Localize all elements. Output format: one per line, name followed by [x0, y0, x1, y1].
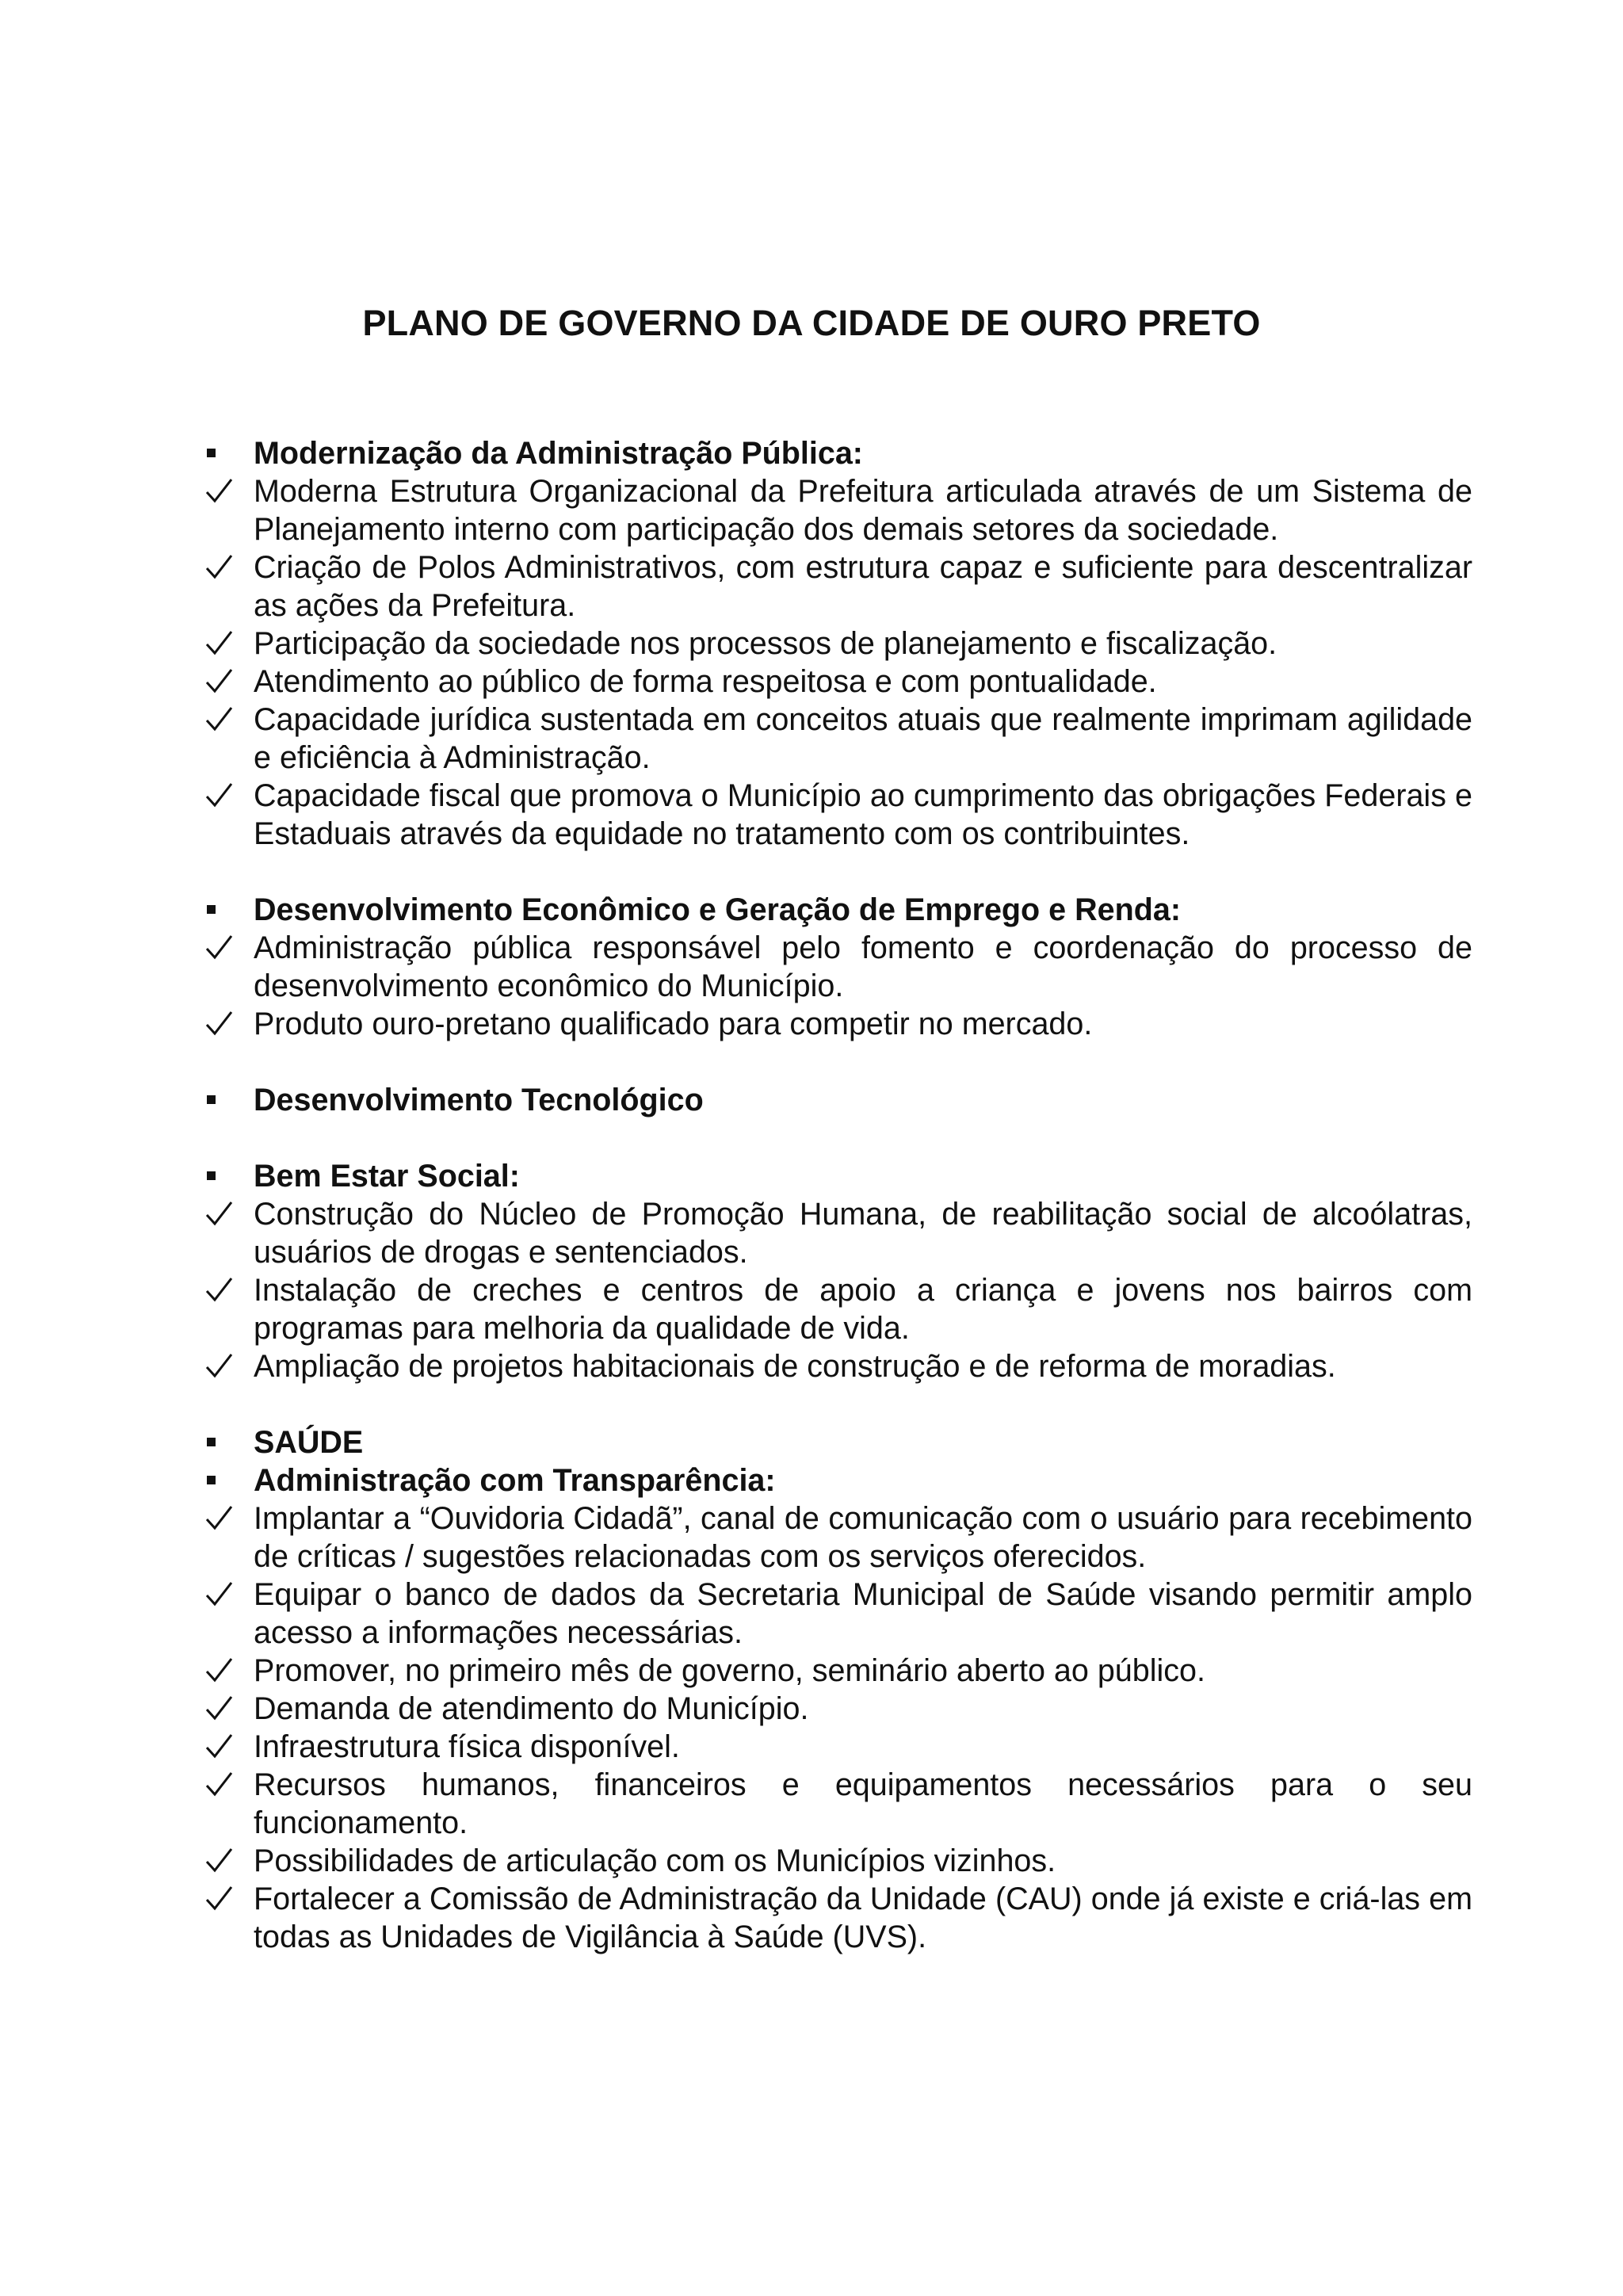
checkmark-icon — [204, 1690, 236, 1728]
list-item — [204, 548, 1472, 625]
list-item — [204, 625, 1472, 663]
list-item-text: Recursos humanos, financeiros e equipamentos necessários para o seu funcionamento. — [254, 1767, 1472, 1840]
section-heading-text: Administração com Transparência: — [254, 1463, 776, 1498]
list-item-text: Implantar a “Ouvidoria Cidadã”, canal de comunicação com o usuário para recebimento de críticas / sugestões relacionadas com os serviços oferecidos. — [254, 1501, 1472, 1574]
list-item — [204, 1005, 1472, 1043]
list-item-text: Ampliação de projetos habitacionais de construção e de reforma de moradias. — [254, 1349, 1336, 1384]
square-bullet-icon — [207, 1476, 216, 1484]
checkmark-icon — [204, 929, 236, 967]
checkmark-icon — [204, 777, 236, 815]
list-item-text: Construção do Núcleo de Promoção Humana, de reabilitação social de alcoólatras, usuários de drogas e sentenciados. — [254, 1197, 1472, 1270]
checkmark-icon — [204, 1576, 236, 1614]
checkmark-icon — [204, 1766, 236, 1804]
list-item — [204, 472, 1472, 548]
list-item — [204, 929, 1472, 1005]
section-heading — [204, 1461, 1472, 1499]
list-item-text: Produto ouro-pretano qualificado para competir no mercado. — [254, 1007, 1093, 1041]
list-item — [204, 663, 1472, 701]
list-item-text: Fortalecer a Comissão de Administração da Unidade (CAU) onde já existe e criá-las em todas as Unidades de Vigilância à Saúde (UVS). — [254, 1881, 1472, 1954]
list-item — [204, 701, 1472, 777]
square-bullet-icon — [207, 449, 216, 457]
checkmark-icon — [204, 1728, 236, 1766]
list-item — [204, 777, 1472, 853]
section-desenvolvimento-economico — [204, 891, 1472, 1043]
document-title: PLANO DE GOVERNO DA CIDADE DE OURO PRETO — [362, 303, 1261, 343]
list-item-text: Promover, no primeiro mês de governo, seminário aberto ao público. — [254, 1653, 1205, 1688]
list-item-text: Atendimento ao público de forma respeitosa e com pontualidade. — [254, 664, 1157, 699]
section-heading-text: Modernização da Administração Pública: — [254, 436, 863, 471]
checkmark-icon — [204, 472, 236, 510]
section-heading-text: Bem Estar Social: — [254, 1159, 520, 1194]
list-item — [204, 1271, 1472, 1347]
checkmark-icon — [204, 1005, 236, 1043]
square-bullet-icon — [207, 1438, 216, 1446]
checkmark-icon — [204, 701, 236, 739]
square-bullet-icon — [207, 1095, 216, 1104]
section-bem-estar-social — [204, 1157, 1472, 1385]
list-item-text: Capacidade jurídica sustentada em conceitos atuais que realmente imprimam agilidade e eficiência à Administração. — [254, 702, 1472, 775]
list-item — [204, 1347, 1472, 1385]
square-bullet-icon — [207, 1171, 216, 1180]
list-item — [204, 1766, 1472, 1842]
list-item-text: Capacidade fiscal que promova o Município ao cumprimento das obrigações Federais e Estaduais através da equidade no tratamento com os contribuintes. — [254, 778, 1472, 851]
list-item-text: Equipar o banco de dados da Secretaria Municipal de Saúde visando permitir amplo acesso a informações necessárias. — [254, 1577, 1472, 1650]
section-heading-text: Desenvolvimento Econômico e Geração de Emprego e Renda: — [254, 892, 1181, 927]
section-desenvolvimento-tecnologico — [204, 1081, 1472, 1119]
list-item — [204, 1576, 1472, 1652]
checkmark-icon — [204, 1499, 236, 1538]
list-item — [204, 1690, 1472, 1728]
list-item — [204, 1195, 1472, 1271]
section-heading — [204, 1157, 1472, 1195]
section-heading — [204, 1423, 1472, 1461]
checkmark-icon — [204, 548, 236, 586]
list-item-text: Infraestrutura física disponível. — [254, 1729, 680, 1764]
list-item — [204, 1499, 1472, 1576]
checkmark-icon — [204, 625, 236, 663]
checkmark-icon — [204, 1880, 236, 1918]
section-heading — [204, 891, 1472, 929]
list-item-text: Possibilidades de articulação com os Municípios vizinhos. — [254, 1843, 1056, 1878]
checkmark-icon — [204, 1652, 236, 1690]
list-item-text: Moderna Estrutura Organizacional da Prefeitura articulada através de um Sistema de Planejamento interno com participação dos demais setores da sociedade. — [254, 474, 1472, 547]
list-item-text: Instalação de creches e centros de apoio a criança e jovens nos bairros com programas para melhoria da qualidade de vida. — [254, 1273, 1472, 1346]
section-administracao-transparencia — [204, 1461, 1472, 1956]
list-item-text: Administração pública responsável pelo fomento e coordenação do processo de desenvolvimento econômico do Município. — [254, 930, 1472, 1003]
section-heading-text: Desenvolvimento Tecnológico — [254, 1083, 704, 1117]
section-heading-text: SAÚDE — [254, 1425, 364, 1460]
list-item — [204, 1652, 1472, 1690]
square-bullet-icon — [207, 905, 216, 914]
checkmark-icon — [204, 663, 236, 701]
list-item-text: Criação de Polos Administrativos, com estrutura capaz e suficiente para descentralizar as ações da Prefeitura. — [254, 550, 1472, 623]
checkmark-icon — [204, 1347, 236, 1385]
checkmark-icon — [204, 1842, 236, 1880]
section-heading — [204, 1081, 1472, 1119]
section-heading — [204, 434, 1472, 472]
list-item — [204, 1842, 1472, 1880]
section-saude — [204, 1423, 1472, 1461]
document-body — [204, 434, 1472, 1956]
section-modernizacao — [204, 434, 1472, 853]
checkmark-icon — [204, 1271, 236, 1309]
list-item — [204, 1880, 1472, 1956]
list-item — [204, 1728, 1472, 1766]
checkmark-icon — [204, 1195, 236, 1233]
list-item-text: Participação da sociedade nos processos de planejamento e fiscalização. — [254, 626, 1277, 661]
list-item-text: Demanda de atendimento do Município. — [254, 1691, 809, 1726]
